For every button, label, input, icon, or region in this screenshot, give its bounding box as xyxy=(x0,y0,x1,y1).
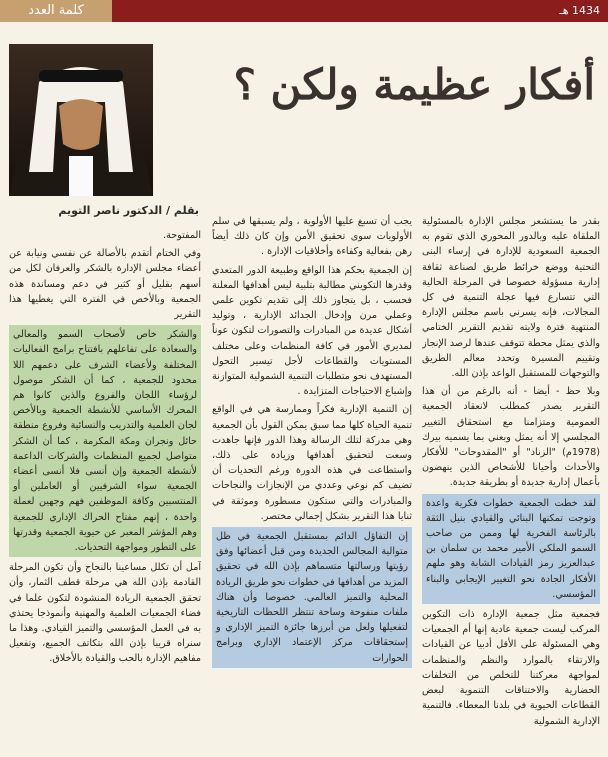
article-column-right xyxy=(422,214,600,754)
paragraph: آمل أن تكلل مساعينا بالنجاح وأن تكون المرحلة القادمة بإذن الله هي مرحلة قطف الثمار، وأن تحقق الجمعية الريادة المنشودة لتكون علما في فضاء الجمعيات العلمية والمهنية وأنموذجا يحتذي به في العمل المؤسسي والتميز القيادي. وهذا ما سنراه قريبا بإذن الله بتكاتف الجميع، وتفعيل مفاهيم الإدارة بالحب والقيادة بالأخلاق. xyxy=(9,562,201,665)
article-column-left xyxy=(9,228,201,754)
author-photo xyxy=(9,44,153,196)
paragraph: المفتوحة. xyxy=(163,230,201,241)
article-headline: أفكار عظيمة ولكن ؟ xyxy=(233,60,595,109)
paragraph: بقدر ما يستشعر مجلس الإدارة بالمسئولية الملقاة عليه وبالدور المحوري الذي تقوم به الجمعية السعودية للإدارة في إرساء البنى التحتية ووضع خرائط طريق لصناعة ثقافة إدارية مسؤولة خصوصا في المرحلة الحالية التي تتسارع فيها عجلة التنمية في كل المجالات، فإنه يسرني باسم مجلس الإدارة المنتهية فترة ولايته تقديم التقرير الختامي والذي يمثل محطة تتوقف عندها لرصد الإنجاز وتقييم المسيرة وتحدد معالم الطريق والتوجهات للمستقبل الواعد بإذن الله. xyxy=(422,216,600,380)
paragraph: إن الجمعية بحكم هذا الواقع وطبيعة الدور المتعدي وقدرها التكويني مطالبة بتلبية ليس أهدافها المعلنة فحسب ، بل يتجاوز ذلك إلى تقديم تكوين علمي وعملي مرن وإدخال الجدائد الإدارية ، وتوليد أشكال عديدة من المبادرات والتصورات لتكون عوناً لمديري الأمور في كافة المنظمات وعلى مختلف المستويات والقطاعات لأجل تيسير التحول المستهدف نحو متطلبات التنمية الشمولية المتوازنة وإشباع الاحتياجات المتزايدة . xyxy=(212,264,412,398)
page-number: 1434 هـ xyxy=(559,4,600,17)
paragraph: وبلا حظ - أيضا - أنه بالرغم من أن هذا التقرير يصدر كمطلب لانعقاد الجمعية العمومية ومتزامنا مع استحقاق التغيير المجلسي إلا أنه يمثل وبعني بما يسميه بيرك (1978م) "الزناد" أو "المقدوحات" للأفكار والأحداث وأحيانا للأشخاص الذين ينهضون بأعمال إدارية جديدة أو بطريقة جديدة. xyxy=(422,386,600,489)
highlighted-paragraph: والشكر خاص لأصحاب السمو والمعالي والسعادة على تفاعلهم بافتتاح برامج الفعاليات المختلفة ولأعضاء الشرف على دعمهم اللا محدود للجمعية ، كما أن الشكر موصول لرؤساء اللجان والفروع والذين كانوا هم المحرك الأساسي للأنشطة الجمعية وبالأخص لجان العلمية والتدريب والنسائية وفروع منطقة حائل ونجران ومكة المكرمة ، كما أن الشكر متواصل لجميع المنظمات والشركات الداعمة لأنشطة الجمعية وإن أنسى فلا أنسى أعضاء الجمعية سواء الشرفيين أو العاملين أو المنتسبين وكافة الموظفين فهم وجهين لعملة واحدة ، إنهم مفتاح الحراك الإداري للجمعية وهم المؤشر المعبر عن حيوية الجمعية وقدرتها على التطور ومواجهة التحديات. xyxy=(9,325,201,557)
highlighted-paragraph: إن التفاؤل الدائم بمستقبل الجمعية في ظل متوالية المجالس الجديدة ومن قبل أعضائها وفق رؤيتها ورسالتها متسماهم بإذن الله في تحقيق المزيد من أهدافها في خطوات نحو طريق الريادة المحلية والتميز العالمي. خصوصا وأن هناك ملفات منفوحة وساحة تنتظر اللحظات التاريخية لتفعيلها ولعل من أبرزها جائزة التميز الإداري و إستحقاقات مركز الإعتماد الإداري وبرامج الحوارات xyxy=(212,527,412,668)
paragraph: يجب أن تسبغ عليها الأولوية ، ولم يسبقها في سلم الأولويات سوى تحقيق الأمن وإن كان ذلك أيضاً رهن بفعالية وكفاءة وأخلاقيات الإدارة . xyxy=(212,216,412,258)
article-column-middle xyxy=(212,214,412,754)
paragraph: إن التنمية الإدارية فكراً وممارسة هي في الواقع تنمية الحياة كلها مما سبق يمكن القول بأن الجمعية وهي مدركة لتلك الرسالة وهذا الدور فإنها جاهدت وسعت لتحقيق أهدافها وزيادة على ذلك، واستطاعت في هذه الدورة ورغم التحديات أن تضيف كم نوعي وعددي من الإنجازات والنجاحات والمبادرات والتي ستكون مسطورة وموثقة في ثنايا هذا التقرير بشكل إجمالي مختصر. xyxy=(212,404,412,522)
section-label: كلمة العدد xyxy=(0,0,112,22)
paragraph: وفي الختام أتقدم بالأصالة عن نفسي ونيابة عن أعضاء مجلس الإدارة بالشكر والعرفان لكل من أسهم بقليل أو كثير في دعم ومساندة هذه الجمعية وبالأخص في الفترة التي يغطيها هذا التقرير xyxy=(9,248,201,321)
paragraph: فجمعية مثل جمعية الإدارة ذات التكوين المركب ليست جمعية عادية إنها أم الجمعيات وهي المسئولة على الأقل أدبيا عن القيادات والارتقاء بالموارد والنظم والمنظمات لمواجهة معركتنا للتخلص من التخلفات الحضارية والاختناقات التنموية لبعض القطاعات الحيوية في بلدنا المعطاء. فالتنمية الإدارية الشمولية xyxy=(422,609,600,727)
author-byline: بقلم / الدكتور ناصر التويم xyxy=(58,204,199,217)
highlighted-paragraph: لقد خطت الجمعية خطوات فكرية واعدة وتوجت تمكنها البنائي والقيادي بنيل الثقة بالرئاسة الفخرية لها وممن من صاحب السمو الملكي الأمير محمد بن سلمان بن عبدالعزيز رمز القيادات الشابة وهو ملهم الأفكار الجادة نحو التغيير الإيجابي والبناء المؤسسي. xyxy=(422,494,600,604)
